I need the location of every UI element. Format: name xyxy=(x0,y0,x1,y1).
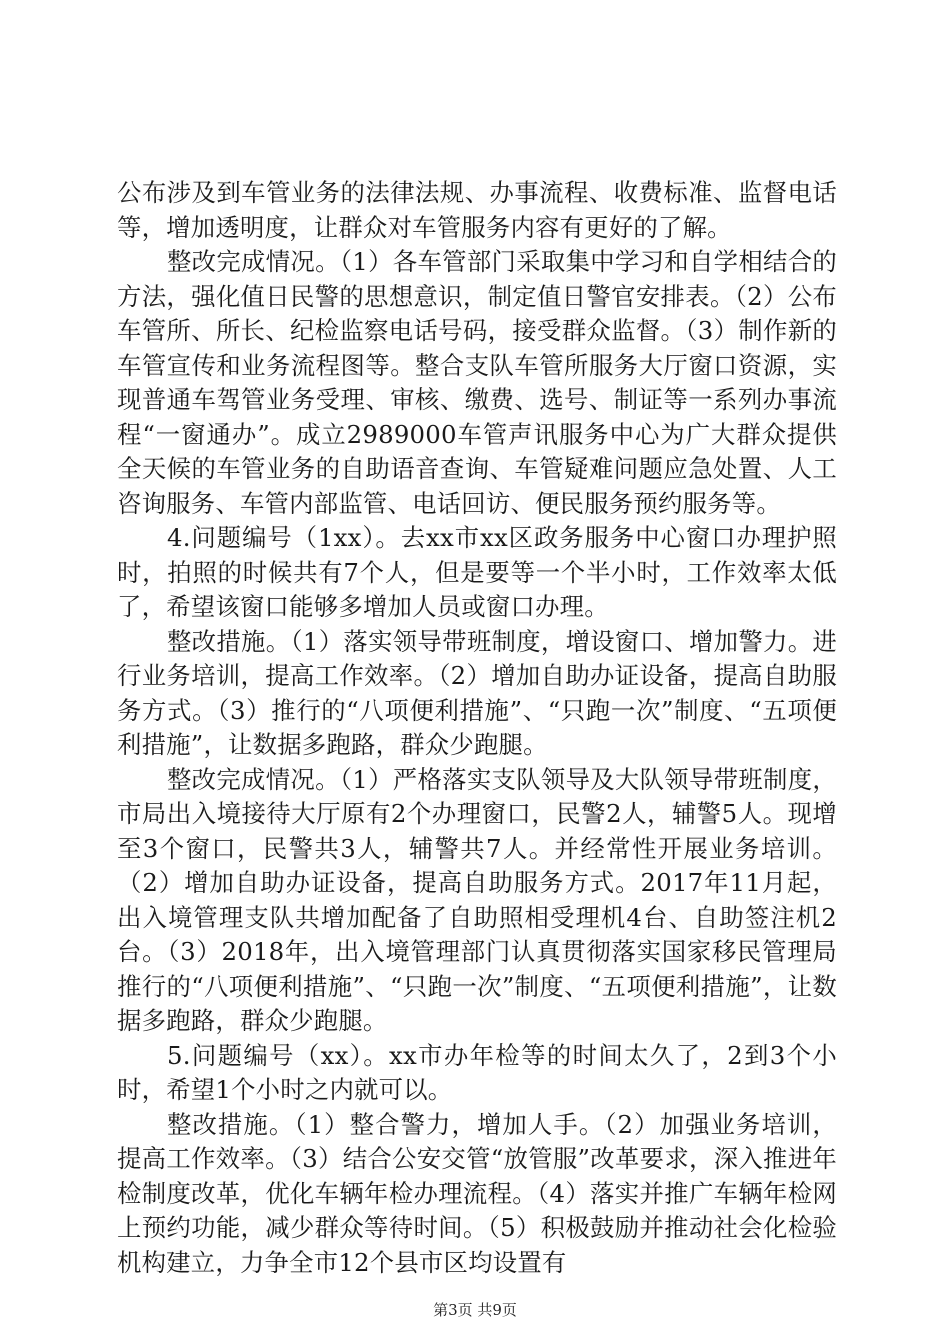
paragraph-rectification-status-1: 整改完成情况。（1）各车管部门采取集中学习和自学相结合的方法，强化值日民警的思想意识，制定值日警官安排表。（2）公布车管所、所长、纪检监察电话号码，接受群众监督。（3）制作新的车管宣传和业务流程图等。整合支队车管所服务大厅窗口资源，实现普通车驾管业务受理、审核、缴费、选号、制证等一系列办事流程“一窗通办”。成立2989000车管声讯服务中心为广大群众提供全天候的车管业务的自助语音查询、车管疑难问题应急处置、人工咨询服务、车管内部监管、电话回访、便民服务预约服务等。 xyxy=(117,247,837,518)
page-footer: 第3页 共9页 xyxy=(433,1301,517,1319)
paragraph-rectification-status-issue-4: 整改完成情况。（1）严格落实支队领导及大队领导带班制度，市局出入境接待大厅原有2个办理窗口，民警2人，辅警5人。现增至3个窗口，民警共3人，辅警共7人。并经常性开展业务培训。（2）增加自助办证设备，提高自助服务方式。2017年11月起，出入境管理支队共增加配备了自助照相受理机4台、自助签注机2台。（3）2018年，出入境管理部门认真贯彻落实国家移民管理局推行的“八项便利措施”、“只跑一次”制度、“五项便利措施”，让数据多跑路，群众少跑腿。 xyxy=(117,764,837,1035)
paragraph-continued-publicity: 公布涉及到车管业务的法律法规、办事流程、收费标准、监督电话等，增加透明度，让群众对车管服务内容有更好的了解。 xyxy=(117,178,837,242)
paragraph-measures-issue-4: 整改措施。（1）落实领导带班制度，增设窗口、增加警力。进行业务培训，提高工作效率。（2）增加自助办证设备，提高自助服务方式。（3）推行的“八项便利措施”、“只跑一次”制度、“五项便利措施”，让数据多跑路，群众少跑腿。 xyxy=(117,626,837,759)
paragraph-issue-5: 5.问题编号（xx）。xx市办年检等的时间太久了，2到3个小时，希望1个小时之内就可以。 xyxy=(117,1040,837,1104)
document-body xyxy=(117,176,837,1280)
paragraph-issue-4: 4.问题编号（1xx）。去xx市xx区政务服务中心窗口办理护照时，拍照的时候共有7个人，但是要等一个半小时，工作效率太低了，希望该窗口能够多增加人员或窗口办理。 xyxy=(117,523,837,621)
paragraph-measures-issue-5: 整改措施。（1）整合警力，增加人手。（2）加强业务培训，提高工作效率。（3）结合公安交管“放管服”改革要求，深入推进年检制度改革，优化车辆年检办理流程。（4）落实并推广车辆年检网上预约功能，减少群众等待时间。（5）积极鼓励并推动社会化检验机构建立，力争全市12个县市区均设置有 xyxy=(117,1109,837,1277)
